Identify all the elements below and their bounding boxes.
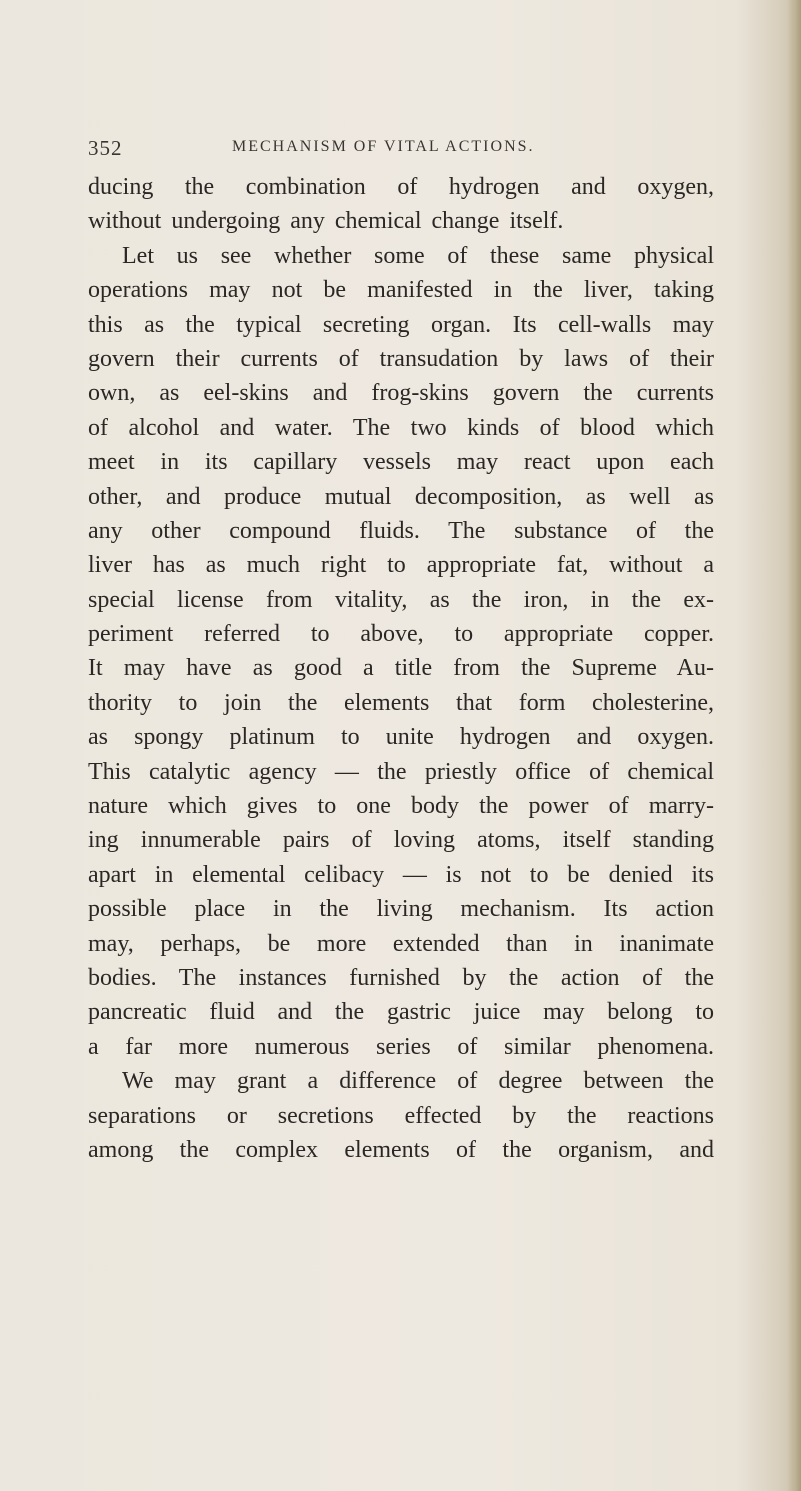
text-line: pancreatic fluid and the gastric juice may belong to bbox=[88, 999, 714, 1026]
text-line: meet in its capillary vessels may react upon each bbox=[88, 449, 714, 476]
text-line: of alcohol and water. The two kinds of blood which bbox=[88, 414, 714, 441]
text-line: may, perhaps, be more extended than in inanimate bbox=[88, 930, 714, 957]
text-line: among the complex elements of the organism, and bbox=[88, 1136, 714, 1163]
text-line: separations or secretions effected by the reactions bbox=[88, 1102, 714, 1129]
text-line: We may grant a difference of degree between the bbox=[122, 1068, 714, 1095]
text-line: periment referred to above, to appropriate copper. bbox=[88, 621, 714, 648]
text-line: a far more numerous series of similar phenomena. bbox=[88, 1033, 714, 1060]
text-line: own, as eel-skins and frog-skins govern the currents bbox=[88, 380, 714, 407]
text-line: liver has as much right to appropriate fat, without a bbox=[88, 552, 714, 579]
text-line: govern their currents of transudation by laws of their bbox=[88, 345, 714, 372]
text-line: other, and produce mutual decomposition, as well as bbox=[88, 483, 714, 510]
text-line: ing innumerable pairs of loving atoms, itself standing bbox=[88, 827, 714, 854]
text-line: thority to join the elements that form cholesterine, bbox=[88, 689, 714, 716]
text-line: ducing the combination of hydrogen and oxygen, bbox=[88, 174, 714, 200]
body-text bbox=[88, 170, 714, 1167]
text-line: It may have as good a title from the Supreme Au- bbox=[88, 655, 714, 682]
page-number: 352 bbox=[88, 136, 123, 160]
page-edge-shadow bbox=[787, 0, 801, 1491]
text-line: Let us see whether some of these same physical bbox=[122, 242, 714, 269]
text-line: bodies. The instances furnished by the action of the bbox=[88, 964, 714, 991]
text-line: without undergoing any chemical change itself. bbox=[88, 208, 564, 235]
page-header bbox=[88, 136, 714, 166]
text-line: operations may not be manifested in the liver, taking bbox=[88, 277, 714, 304]
running-head: MECHANISM OF VITAL ACTIONS. bbox=[232, 138, 535, 155]
text-line: as spongy platinum to unite hydrogen and oxygen. bbox=[88, 724, 714, 751]
text-line: any other compound fluids. The substance of the bbox=[88, 517, 714, 544]
text-line: apart in elemental celibacy — is not to be denied its bbox=[88, 861, 714, 888]
text-line: special license from vitality, as the iron, in the ex- bbox=[88, 586, 714, 613]
text-line: this as the typical secreting organ. Its cell-walls may bbox=[88, 311, 714, 338]
text-line: This catalytic agency — the priestly office of chemical bbox=[88, 758, 714, 785]
text-line: possible place in the living mechanism. Its action bbox=[88, 896, 714, 923]
text-line: nature which gives to one body the power of marry- bbox=[88, 793, 714, 820]
